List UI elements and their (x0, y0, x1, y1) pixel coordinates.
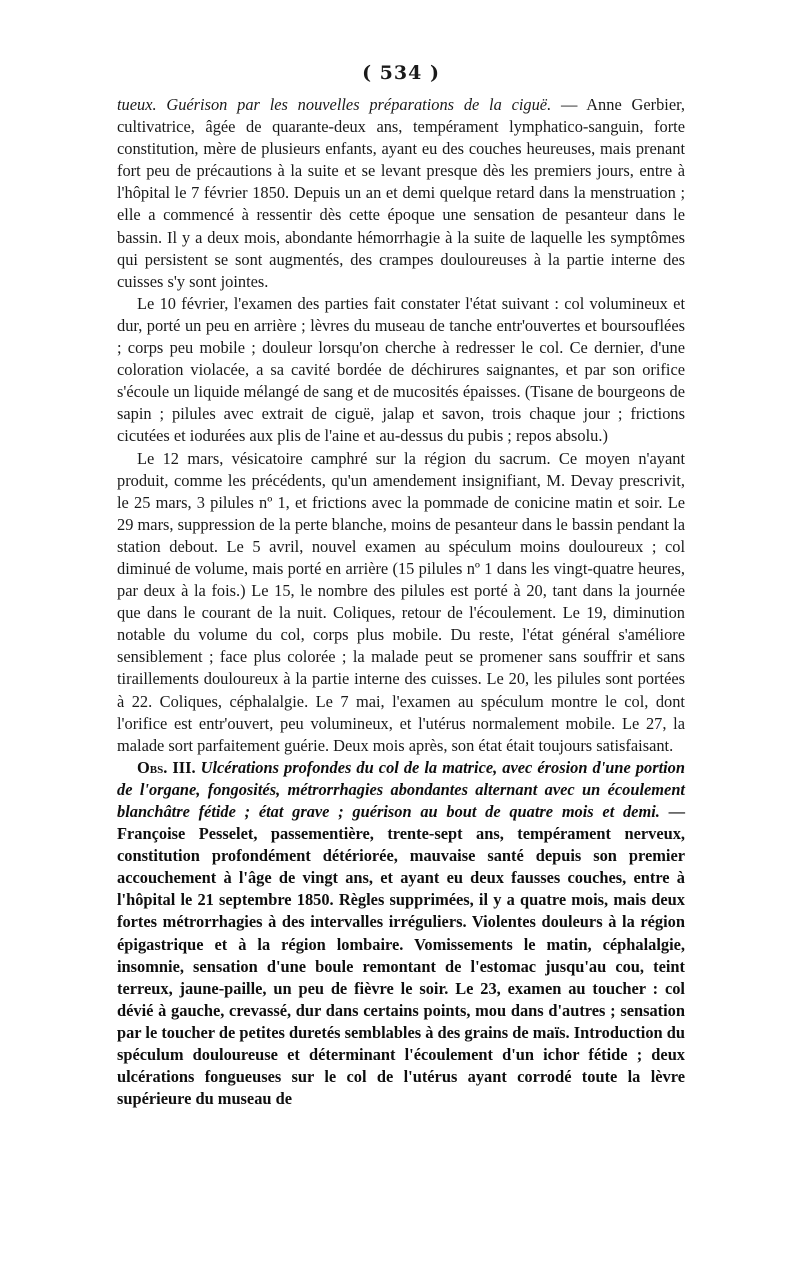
observation-title: Ulcérations profondes du col de la matrice, avec érosion d'une portion de l'organe, fongosités, métrorrhagies abondantes alternant avec un écoulement blanchâtre fétide ; état grave ; guérison au bout de quatre mois et demi. (117, 757, 685, 821)
book-page (117, 60, 685, 1110)
case-heading-continuation: tueux. Guérison par les nouvelles préparations de la ciguë. (117, 95, 552, 114)
paragraph-treatment: Le 12 mars, vésicatoire camphré sur la région du sacrum. Ce moyen n'ayant produit, comme les précédents, qu'un amendement insignifiant, M. Devay prescrivit, le 25 mars, 3 pilules nº 1, et frictions avec la pommade de conicine matin et soir. Le 29 mars, suppression de la perte blanche, moins de pesanteur dans le bassin pendant la station debout. Le 5 avril, nouvel examen au spéculum moins douloureux ; col diminué de volume, mais porté en arrière (15 pilules nº 1 dans les vingt-quatre heures, par deux à la fois.) Le 15, le nombre des pilules est porté à 20, tant dans la journée que dans le courant de la nuit. Coliques, retour de l'écoulement. Le 19, diminution notable du volume du col, corps plus mobile. Du reste, l'état général s'améliore sensiblement ; face plus colorée ; la malade peut se promener sans souffrir et sans tiraillements douloureux à la partie interne des cuisses. Le 20, les pilules sont portées à 22. Coliques, céphalalgie. Le 7 mai, l'examen au spéculum montre le col, dont l'orifice est entr'ouvert, peu volumineux, et l'utérus normalement mobile. Le 27, la malade sort parfaitement guérie. Deux mois après, son état était toujours satisfaisant. (117, 448, 685, 755)
paragraph-obs-ii-intro (117, 94, 685, 293)
paragraph-obs-iii (117, 757, 685, 1111)
paragraph-examination: Le 10 février, l'examen des parties fait constater l'état suivant : col volumineux et dur, porté un peu en arrière ; lèvres du museau de tanche entr'ouvertes et boursouflées ; corps peu mobile ; douleur lorsqu'on cherche à redresser le col. Ce dernier, d'une coloration violacée, a sa cavité bordée de déchirures saignantes, et par son orifice s'écoule un liquide mélangé de sang et de mucosités épaisses. (Tisane de bourgeons de sapin ; pilules avec extrait de ciguë, jalap et savon, trois chaque jour ; frictions cicutées et iodurées aux plis de l'aine et au-dessus du pubis ; repos absolu.) (117, 293, 685, 446)
page-number: ( 534 ) (362, 62, 440, 84)
observation-label: Obs. III. (137, 757, 196, 777)
case-description: — Anne Gerbier, cultivatrice, âgée de quarante-deux ans, tempérament lymphatico-sanguin, forte constitution, mère de plusieurs enfants, ayant eu des couches heureuses, mais prenant fort peu de précautions à la suite et se levant presque dès les premiers jours, entre à l'hôpital le 7 février 1850. Depuis un an et demi quelque retard dans la menstruation ; elle a commencé à ressentir dès cette époque une sensation de pesanteur dans le bassin. Il y a deux mois, abondante hémorrhagie à la suite de laquelle les symptômes qui persistent se sont augmentés, des crampes douloureuses à la partie interne des cuisses s'y sont jointes. (117, 95, 685, 291)
observation-description: — Françoise Pesselet, passementière, trente-sept ans, tempérament nerveux, constitution profondément détériorée, mauvaise santé depuis son premier accouchement à l'âge de vingt ans, et ayant eu deux fausses couches, entre à l'hôpital le 21 septembre 1850. Règles supprimées, il y a quatre mois, mais deux fortes métrorrhagies à des intervalles irréguliers. Violentes douleurs à la région épigastrique et à la région lombaire. Vomissements le matin, céphalalgie, insomnie, sensation d'une boule remontant de l'estomac jusqu'au cou, teint terreux, jaune-paille, un peu de fièvre le soir. Le 23, examen au toucher : col dévié à gauche, crevassé, dur dans certains points, mou dans d'autres ; sensation par le toucher de petites duretés semblables à des grains de maïs. Introduction du spéculum douloureuse et déterminant l'écoulement d'un ichor fétide ; deux ulcérations fongueuses sur le col de l'utérus ayant corrodé toute la lèvre supérieure du museau de (117, 802, 685, 1109)
